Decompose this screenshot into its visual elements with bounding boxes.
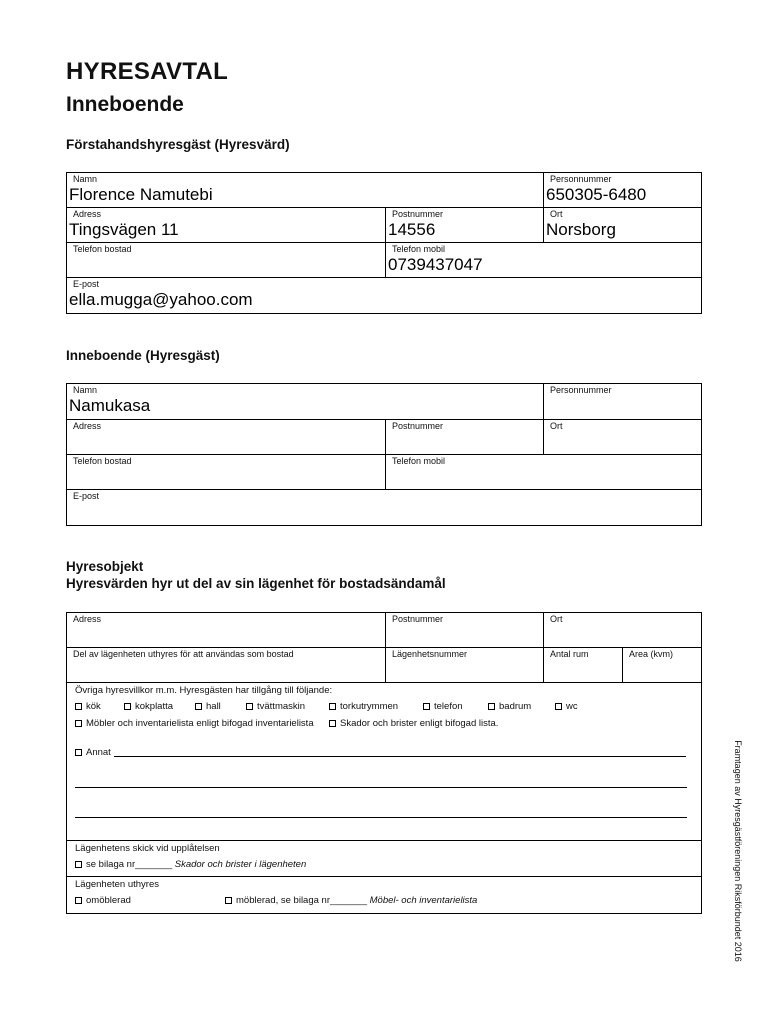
tenant-postal-label: Postnummer [392,421,444,431]
unfurnished-label: omöblerad [86,895,131,906]
tenant-row-phone [67,455,701,490]
tenant-row-name [67,384,701,420]
tenant-address-cell [67,420,385,454]
object-apt-no-label: Lägenhetsnummer [392,649,468,659]
damage-list-option[interactable] [329,718,498,729]
landlord-pnr-field[interactable]: 650305-6480 [546,185,647,204]
amenity-kok[interactable] [75,701,101,712]
tenant-name-cell [67,384,543,419]
tenant-table [66,383,702,526]
object-table [66,612,702,914]
furniture-list-option[interactable] [75,718,314,729]
rented-label: Lägenheten uthyres [75,879,159,890]
object-address-label: Adress [73,614,102,624]
amenity-telefon[interactable] [423,701,463,712]
landlord-email-label: E-post [73,279,100,289]
other-field-line[interactable] [114,756,686,757]
object-address-cell [67,613,385,647]
condition-label: Lägenhetens skick vid upplåtelsen [75,843,220,854]
checkbox-kok[interactable] [75,703,82,710]
landlord-phone-home-label: Telefon bostad [73,244,132,254]
document-subtitle: Inneboende [66,93,184,116]
furnished-italic-label: Möbel- och inventarielista [369,895,478,906]
checkbox-telefon[interactable] [423,703,430,710]
amenity-tvattmaskin[interactable] [246,701,305,712]
landlord-email-cell [67,278,701,313]
object-area-label: Area (kvm) [629,649,674,659]
condition-option[interactable] [75,859,306,870]
amenity-hall[interactable] [195,701,221,712]
object-part-label: Del av lägenheten uthyres för att användas som bostad [73,649,294,659]
landlord-pnr-cell [543,173,701,207]
tenant-pnr-cell [543,384,701,419]
landlord-postal-field[interactable]: 14556 [388,220,436,239]
tenant-email-cell [67,490,701,525]
amenity-wc[interactable] [555,701,578,712]
landlord-phone-home-cell [67,243,385,277]
amenity-tvattmaskin-label: tvättmaskin [257,701,306,712]
tenant-row-email [67,490,701,525]
object-postal-cell [385,613,543,647]
landlord-address-label: Adress [73,209,102,219]
amenity-telefon-label: telefon [434,701,463,712]
tenant-phone-mobile-cell [385,455,701,489]
tenant-phone-mobile-label: Telefon mobil [392,456,446,466]
amenity-badrum[interactable] [488,701,531,712]
landlord-phone-mobile-cell [385,243,701,277]
object-heading: Hyresobjekt [66,559,144,574]
object-rooms-label: Antal rum [550,649,589,659]
landlord-city-label: Ort [550,209,563,219]
object-row-part [67,648,701,683]
landlord-name-label: Namn [73,174,98,184]
landlord-phone-mobile-field[interactable]: 0739437047 [388,255,483,274]
furnished-option[interactable] [225,895,477,906]
condition-see-label: se bilaga nr_______ [86,859,173,870]
object-city-cell [543,613,701,647]
checkbox-furnished[interactable] [225,897,232,904]
damage-list-label: Skador och brister enligt bifogad lista. [340,718,499,729]
amenity-torkutrymmen-label: torkutrymmen [340,701,399,712]
side-note-text: Framtagen av Hyresgästföreningen Riksförbundet 2016 [733,740,743,962]
landlord-email-field[interactable]: ella.mugga@yahoo.com [69,290,253,309]
tenant-name-label: Namn [73,385,98,395]
amenity-kokplatta-label: kokplatta [135,701,174,712]
amenity-torkutrymmen[interactable] [329,701,398,712]
checkbox-wc[interactable] [555,703,562,710]
tenant-row-address [67,420,701,455]
landlord-row-name [67,173,701,208]
checkbox-tvattmaskin[interactable] [246,703,253,710]
tenant-postal-cell [385,420,543,454]
object-row-rented [67,877,701,913]
tenant-phone-home-label: Telefon bostad [73,456,132,466]
checkbox-condition[interactable] [75,861,82,868]
checkbox-unfurnished[interactable] [75,897,82,904]
landlord-table [66,172,702,314]
landlord-postal-label: Postnummer [392,209,444,219]
object-subheading: Hyresvärden hyr ut del av sin lägenhet för bostadsändamål [66,576,446,591]
tenant-pnr-label: Personnummer [550,385,612,395]
landlord-address-field[interactable]: Tingsvägen 11 [69,220,179,239]
amenity-wc-label: wc [566,701,578,712]
tenant-name-field[interactable]: Namukasa [69,396,151,415]
amenity-badrum-label: badrum [499,701,532,712]
checkbox-kokplatta[interactable] [124,703,131,710]
furnished-label: möblerad, se bilaga nr_______ [236,895,367,906]
side-note [728,736,748,966]
terms-label: Övriga hyresvillkor m.m. Hyresgästen har tillgång till följande: [75,685,333,696]
checkbox-hall[interactable] [195,703,202,710]
object-postal-label: Postnummer [392,614,444,624]
checkbox-damage-list[interactable] [329,720,336,727]
landlord-postal-cell [385,208,543,242]
landlord-address-cell [67,208,385,242]
landlord-name-field[interactable]: Florence Namutebi [69,185,213,204]
landlord-city-cell [543,208,701,242]
condition-italic-label: Skador och brister i lägenheten [174,859,307,870]
tenant-email-label: E-post [73,491,100,501]
other-label: Annat [86,747,111,758]
object-row-address [67,613,701,648]
tenant-heading: Inneboende (Hyresgäst) [66,348,220,363]
checkbox-furniture-list[interactable] [75,720,82,727]
object-city-label: Ort [550,614,563,624]
document-title: HYRESAVTAL [66,58,229,85]
tenant-city-label: Ort [550,421,563,431]
landlord-city-field[interactable]: Norsborg [546,220,616,239]
object-apt-no-cell [385,648,543,682]
object-row-condition [67,841,701,877]
tenant-phone-home-cell [67,455,385,489]
amenity-hall-label: hall [206,701,221,712]
amenity-kokplatta[interactable] [124,701,173,712]
amenity-kok-label: kök [86,701,101,712]
landlord-name-cell [67,173,543,207]
other-option[interactable] [75,747,687,758]
furniture-list-label: Möbler och inventarielista enligt bifogad inventarielista [86,718,314,729]
landlord-row-email [67,278,701,313]
other-line-2[interactable] [75,787,687,788]
landlord-heading: Förstahandshyresgäst (Hyresvärd) [66,137,290,152]
checkbox-other[interactable] [75,749,82,756]
other-line-3[interactable] [75,817,687,818]
landlord-row-phone [67,243,701,278]
object-part-cell [67,648,385,682]
checkbox-torkutrymmen[interactable] [329,703,336,710]
tenant-city-cell [543,420,701,454]
object-area-cell [622,648,701,682]
tenant-address-label: Adress [73,421,102,431]
landlord-row-address [67,208,701,243]
landlord-pnr-label: Personnummer [550,174,612,184]
landlord-phone-mobile-label: Telefon mobil [392,244,446,254]
object-rooms-cell [543,648,622,682]
unfurnished-option[interactable] [75,895,131,906]
object-row-terms [67,683,701,841]
checkbox-badrum[interactable] [488,703,495,710]
